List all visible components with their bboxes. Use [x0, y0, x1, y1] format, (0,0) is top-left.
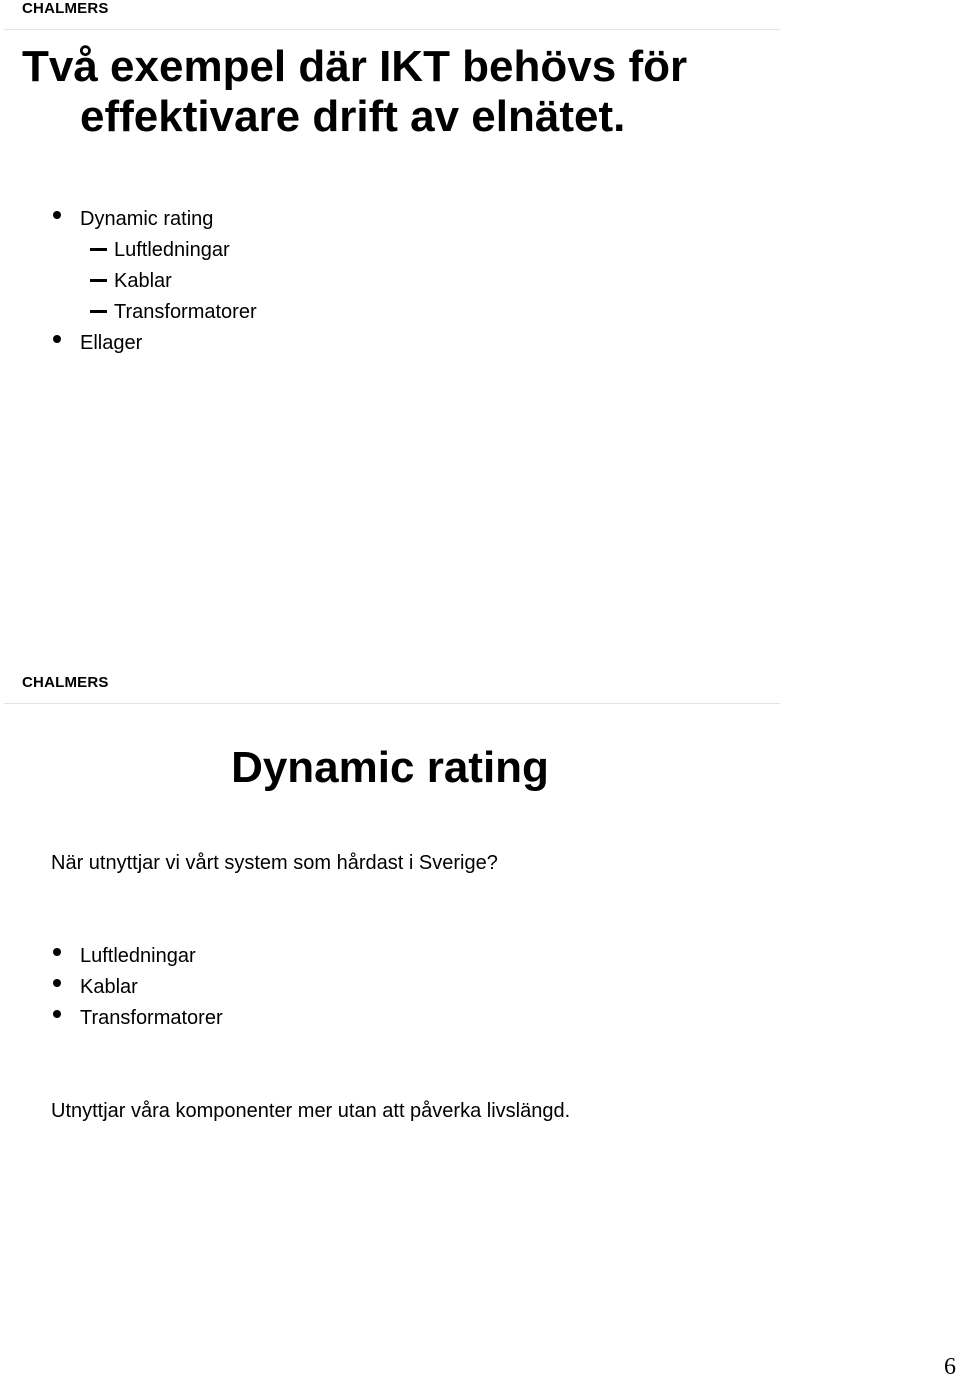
bullet-icon: [53, 211, 61, 219]
dash-icon: [90, 310, 107, 313]
bullet-icon: [53, 979, 61, 987]
slide-title-line-2: effektivare drift av elnätet.: [80, 92, 626, 141]
bullet-icon: [53, 335, 61, 343]
chalmers-logo: CHALMERS: [22, 0, 109, 17]
slide-title-line-1: Två exempel där IKT behövs för: [22, 42, 688, 91]
header-divider: [4, 703, 780, 704]
list-item: Kablar: [114, 270, 172, 292]
conclusion-text: Utnyttjar våra komponenter mer utan att påverka livslängd.: [51, 1100, 571, 1122]
bullet-icon: [53, 1010, 61, 1018]
slide-title: Dynamic rating: [231, 743, 549, 792]
bullet-icon: [53, 948, 61, 956]
chalmers-logo: CHALMERS: [22, 674, 109, 691]
dash-icon: [90, 279, 107, 282]
list-item: Transformatorer: [80, 1007, 223, 1029]
list-item: Kablar: [80, 976, 138, 998]
page-number: 6: [944, 1354, 956, 1380]
question-text: När utnyttjar vi vårt system som hårdast i Sverige?: [51, 852, 498, 874]
list-item: Luftledningar: [80, 945, 196, 967]
list-item: Dynamic rating: [80, 208, 214, 230]
list-item: Transformatorer: [114, 301, 257, 323]
dash-icon: [90, 248, 107, 251]
slide-title: [22, 42, 782, 142]
header-divider: [4, 29, 780, 30]
list-item: Ellager: [80, 332, 143, 354]
list-item: Luftledningar: [114, 239, 230, 261]
